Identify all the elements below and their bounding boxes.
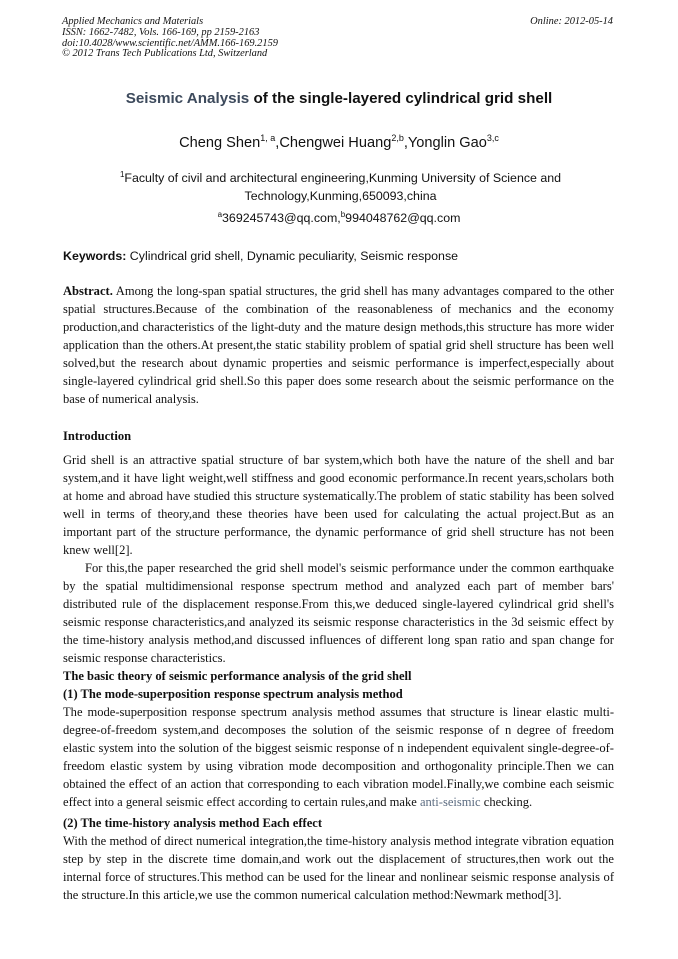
email-mark-b: b (340, 210, 346, 219)
journal-doi: doi:10.4028/www.scientific.net/AMM.166-169.2159 (62, 37, 278, 49)
email-mark-a: a (217, 210, 223, 219)
title-highlight: Seismic Analysis (125, 90, 250, 107)
email-a: 369245743@qq.com, (222, 211, 341, 225)
subsection-1-heading: (1) The mode-superposition response spectrum analysis method (63, 687, 403, 701)
abstract (63, 282, 614, 408)
intro-paragraph-1: Grid shell is an attractive spatial structure of bar system,which both have the nature of the shell and bar system,and it have light weight,well stiffness and good economic performance.In recent years,scholars both at home and abroad have studied this structure systematically.The problem of static stability has been solved well in terms of theory,and these theories have been used for calculating the actual project.But as an important part of the structure performance, the dynamic performance of grid shell structure has not been knew well[2]. (63, 453, 614, 557)
author-affiliation-mark: 3,c (486, 133, 499, 143)
keywords (63, 247, 458, 265)
author-emails (0, 206, 678, 227)
author-name: Chengwei Huang (279, 135, 392, 151)
abstract-text: Among the long-span spatial structures, the grid shell has many advantages compared to the other spatial structures.Because of the combination of the reasonableness of mechanics and the economy production,and characteristics of the light-duty and the mature design methods,this structure has more wider application than the others.At present,the static stability problem of spatial grid shell structure has been well solved,but the research about dynamic properties and seismic performance is imperfect,especially about single-layered cylindrical grid shell.So this paper does some research about the seismic performance on the base of numerical analysis. (63, 284, 614, 406)
author-separator: , (403, 135, 408, 151)
affiliation-mark: 1 (119, 170, 125, 179)
affiliation (68, 166, 613, 205)
abstract-paragraph (63, 282, 614, 408)
author-separator: , (275, 135, 280, 151)
journal-issn: ISSN: 1662-7482, Vols. 166-169, pp 2159-2163 (62, 26, 260, 38)
online-date: Online: 2012-05-14 (530, 16, 613, 27)
author-affiliation-mark: 1, a (260, 133, 276, 143)
abstract-label: Abstract. (63, 284, 113, 298)
subsection-1-end: checking. (480, 795, 533, 809)
author-affiliation-mark: 2,b (391, 133, 404, 143)
author-name: Yonglin Gao (407, 135, 487, 151)
title-rest: of the single-layered cylindrical grid shell (249, 90, 553, 107)
introduction-heading: Introduction (63, 429, 132, 443)
basic-theory-heading: The basic theory of seismic performance analysis of the grid shell (63, 669, 412, 683)
subsection-2-paragraph: With the method of direct numerical integration,the time-history analysis method integrate vibration equation step by step in the discrete time domain,and work out the displacement of structures,then work out the internal force of structures.This method can be used for the linear and nonlinear seismic response analysis of the structure.In this article,we use the common numerical calculation method:Newmark method[3]. (63, 834, 614, 902)
subsection-1-text: The mode-superposition response spectrum analysis method assumes that structure is linear elastic multi-degree-of-freedom system,and decomposes the solution of the seismic response of n degree of freedom elastic system into the solution of the biggest seismic response of n independent equivalent single-degree-of-freedom elastic system by using vibration mode decomposition and orthogonality principle.Then we can obtained the effect of an action that corresponding to each vibration model.Finally,we combine each seismic effect into a general seismic effect according to certain rules,and make (63, 705, 614, 809)
affiliation-text: Faculty of civil and architectural engineering,Kunming University of Science and Technology,Kunming,650093,china (124, 171, 562, 203)
paper-title (0, 89, 678, 109)
journal-header (62, 17, 278, 60)
journal-name: Applied Mechanics and Materials (62, 16, 204, 27)
intro-paragraph-2: For this,the paper researched the grid shell model's seismic performance under the common earthquake by the spatial multidimensional response spectrum method and analyzed each part of member bars' distributed rule of the displacement response.From this,we deduced single-layered cylindrical grid shell's seismic response characteristics,and analyzed its seismic response characteristics in the 3d seismic effect by the time-history analysis method,and discussed influences of different long span ratio and span change for seismic response characteristics. (63, 561, 614, 665)
main-body (63, 451, 614, 904)
journal-copyright: © 2012 Trans Tech Publications Ltd, Switzerland (62, 48, 268, 60)
subsection-2-heading: (2) The time-history analysis method Each effect (63, 816, 323, 830)
keywords-label: Keywords: (63, 249, 127, 263)
anti-seismic-link[interactable]: anti-seismic (419, 795, 481, 809)
email-b: 994048762@qq.com (345, 211, 461, 225)
author-name: Cheng Shen (179, 135, 261, 151)
keywords-text: Cylindrical grid shell, Dynamic peculiarity, Seismic response (126, 249, 459, 263)
author-list (0, 128, 678, 153)
subsection-1-paragraph (63, 703, 614, 811)
